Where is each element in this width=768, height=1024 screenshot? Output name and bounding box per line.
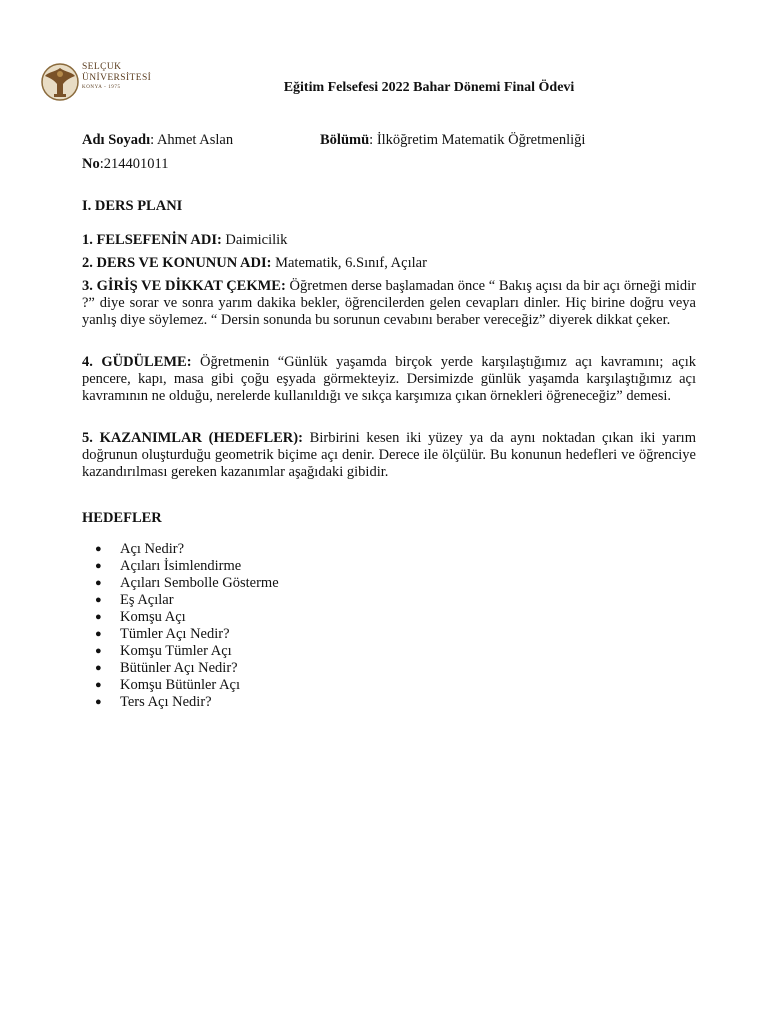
course-item xyxy=(82,255,427,272)
goal-text: Açıları Sembolle Gösterme xyxy=(120,575,279,591)
goals-list xyxy=(82,541,279,711)
number-value: :214401011 xyxy=(99,156,169,172)
philosophy-value: Daimicilik xyxy=(221,232,288,248)
course-value: Matematik, 6.Sınıf, Açılar xyxy=(271,255,427,271)
intro-text: Öğretmen derse başlamadan önce “ Bakış açısı da bir açı örneği midir ?” diye sorar ve sonra yarım dakika bekler, öğrencilerden gelen cevapları dinler. Hiç birine doğru veya yanlış diye söylemez. “ Dersin sonunda bu sorunun cevabını beraber vereceğiz” diyerek dikkat çeker. xyxy=(82,278,696,328)
name-label: Adı Soyadı xyxy=(82,132,151,148)
department-label: Bölümü xyxy=(320,132,370,148)
goal-item xyxy=(82,541,279,558)
goal-text: Komşu Açı xyxy=(120,609,186,625)
intro-label: 3. GİRİŞ VE DİKKAT ÇEKME: xyxy=(82,278,286,294)
motivation-text: Öğretmenin “Günlük yaşamda birçok yerde karşılaştığımız açı kavramını; açık pencere, kapı, masa gibi çoğu eşyada görmekteyiz. Dersimizde günlük yaşamda karşılaştığımız açı kavramının ne olduğu, nerelerde kullanıldığı ve sıkça karşımıza çıkan örnekleri öğreneceğiz” demesi. xyxy=(82,354,696,404)
philosophy-label: 1. FELSEFENİN ADI: xyxy=(82,232,222,248)
bullet-icon: ● xyxy=(95,560,102,572)
logo-line-3: KONYA - 1975 xyxy=(82,85,121,90)
goal-item xyxy=(82,558,279,575)
goal-item xyxy=(82,575,279,592)
outcomes-paragraph xyxy=(82,430,696,481)
number-label: No xyxy=(82,156,100,172)
goal-item xyxy=(82,677,279,694)
bullet-icon: ● xyxy=(95,679,102,691)
goal-item xyxy=(82,592,279,609)
goal-item xyxy=(82,660,279,677)
bullet-icon: ● xyxy=(95,628,102,640)
goal-text: Tümler Açı Nedir? xyxy=(120,626,230,642)
document-title: Eğitim Felsefesi 2022 Bahar Dönemi Final Ödevi xyxy=(283,80,575,95)
goal-text: Açı Nedir? xyxy=(120,541,185,557)
department-value: : İlköğretim Matematik Öğretmenliği xyxy=(369,132,586,148)
bullet-icon: ● xyxy=(95,611,102,623)
student-number xyxy=(82,156,168,173)
goal-text: Eş Açılar xyxy=(120,592,174,608)
bullet-icon: ● xyxy=(95,594,102,606)
logo-line-2: ÜNİVERSİTESİ xyxy=(82,73,152,83)
goal-item xyxy=(82,609,279,626)
bullet-icon: ● xyxy=(95,543,102,555)
bullet-icon: ● xyxy=(95,696,102,708)
outcomes-text: Birbirini kesen iki yüzey ya da aynı noktadan çıkan iki yarım doğrunun oluşturduğu geometrik biçime açı denir. Derece ile ölçülür. Bu konunun hedefleri ve öğrenciye kazandırılması gereken kazanımlar aşağıdaki gibidir. xyxy=(82,430,696,480)
goal-text: Bütünler Açı Nedir? xyxy=(120,660,238,676)
course-label: 2. DERS VE KONUNUN ADI: xyxy=(82,255,272,271)
name-value: : Ahmet Aslan xyxy=(150,132,234,148)
bullet-icon: ● xyxy=(95,577,102,589)
goal-text: Açıları İsimlendirme xyxy=(120,558,242,574)
motivation-paragraph xyxy=(82,354,696,405)
goal-item xyxy=(82,694,279,711)
student-name xyxy=(82,132,233,149)
goal-text: Komşu Bütünler Açı xyxy=(120,677,241,693)
goal-item xyxy=(82,626,279,643)
goals-title: HEDEFLER xyxy=(82,510,162,526)
motivation-label: 4. GÜDÜLEME: xyxy=(82,354,192,370)
bullet-icon: ● xyxy=(95,662,102,674)
philosophy-item xyxy=(82,232,287,249)
section-title: I. DERS PLANI xyxy=(82,198,183,214)
goal-text: Ters Açı Nedir? xyxy=(120,694,212,710)
goal-text: Komşu Tümler Açı xyxy=(120,643,232,659)
logo-line-1: SELÇUK xyxy=(82,62,122,72)
goal-item xyxy=(82,643,279,660)
bullet-icon: ● xyxy=(95,645,102,657)
outcomes-label: 5. KAZANIMLAR (HEDEFLER): xyxy=(82,430,303,446)
student-department xyxy=(320,132,585,149)
intro-paragraph xyxy=(82,278,696,329)
